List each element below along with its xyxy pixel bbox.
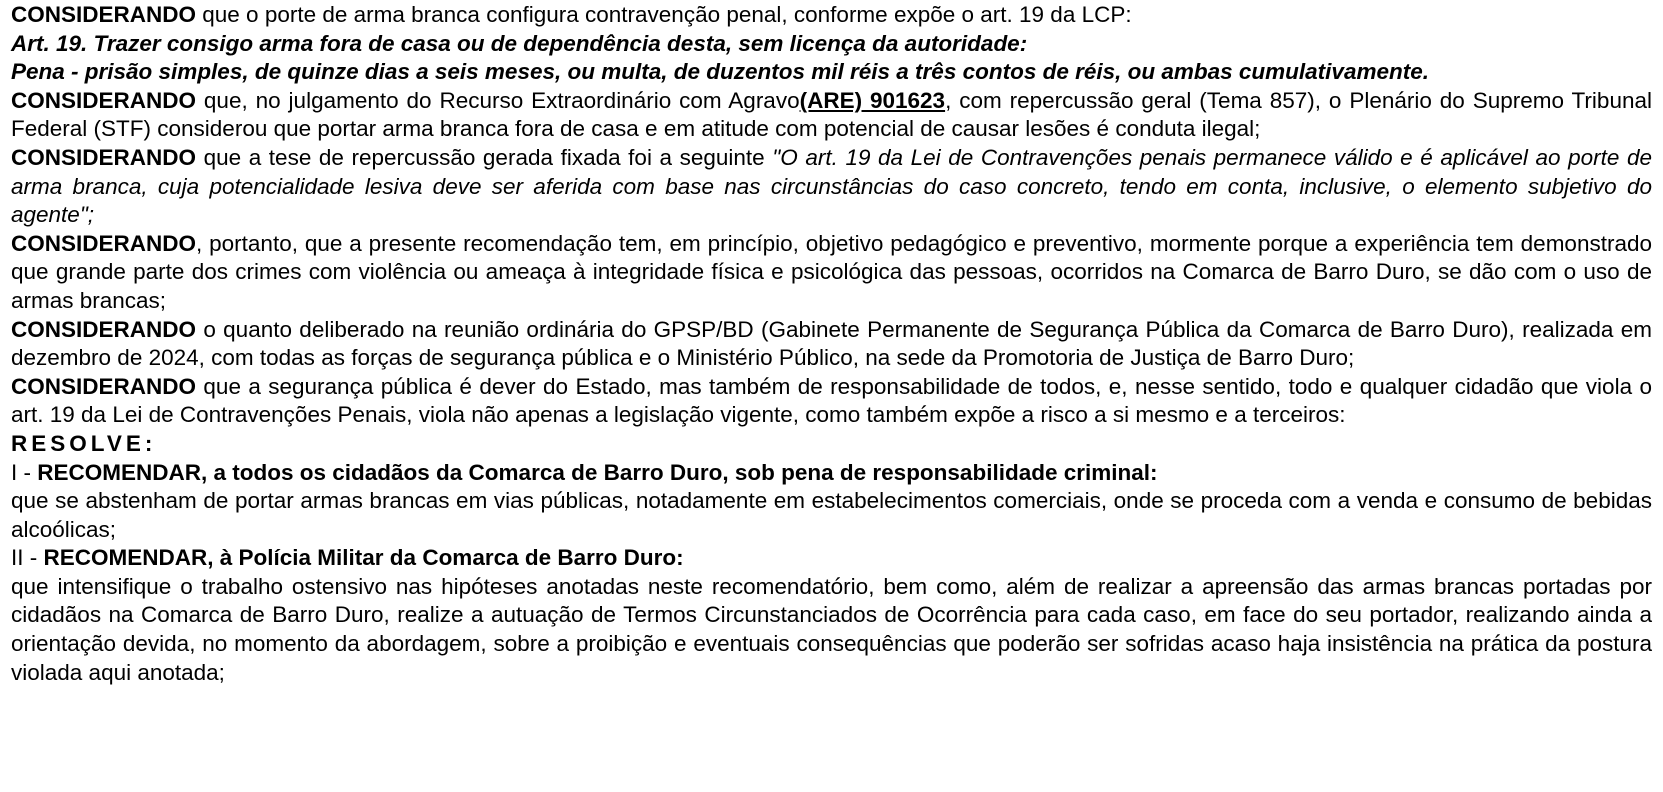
- are-reference-link[interactable]: (ARE) 901623: [799, 87, 946, 113]
- considerando-label: CONSIDERANDO: [11, 373, 197, 399]
- considerando-label: CONSIDERANDO: [11, 2, 197, 27]
- paragraph-considerando-5: [11, 316, 1652, 373]
- item-number: I -: [11, 459, 38, 485]
- paragraph-considerando-6: [11, 373, 1652, 430]
- item-1-body: que se abstenham de portar armas brancas em vias públicas, notadamente em estabelecimentos comerciais, onde se proceda com a venda e consumo de bebidas alcoólicas;: [11, 488, 1652, 542]
- paragraph-considerando-4: [11, 230, 1652, 316]
- considerando-label: CONSIDERANDO: [11, 87, 197, 113]
- paragraph-text: que o porte de arma branca configura contravenção penal, conforme expõe o art. 19 da LCP:: [196, 2, 1132, 27]
- paragraph-text: , portanto, que a presente recomendação tem, em princípio, objetivo pedagógico e preventivo, mormente porque a experiência tem demonstrado que grande parte dos crimes com violência ou ameaça à integridade física e psicológica das pessoas, ocorridos na Comarca de Barro Duro, se dão com o uso de armas brancas;: [11, 230, 1652, 313]
- considerando-label: CONSIDERANDO: [11, 316, 197, 342]
- paragraph-text: o quanto deliberado na reunião ordinária do GPSP/BD (Gabinete Permanente de Segurança Pública da Comarca de Barro Duro), realizada em dezembro de 2024, com todas as forças de segurança pública e o Ministério Público, na sede da Promotoria de Justiça de Barro Duro;: [11, 316, 1652, 371]
- paragraph-considerando-3: [11, 144, 1652, 230]
- considerando-label: CONSIDERANDO: [11, 144, 197, 170]
- paragraph-considerando-2: [11, 87, 1652, 144]
- item-number: II -: [11, 545, 44, 571]
- item-1-heading: [11, 459, 1652, 488]
- item-title: RECOMENDAR, à Polícia Militar da Comarca de Barro Duro:: [43, 545, 684, 571]
- document-body: [11, 1, 1652, 687]
- paragraph-text: que a tese de repercussão gerada fixada foi a seguinte: [196, 144, 773, 170]
- item-2-body: que intensifique o trabalho ostensivo nas hipóteses anotadas neste recomendatório, bem como, além de realizar a apreensão das armas brancas portadas por cidadãos na Comarca de Barro Duro, realize a autuação de Termos Circunstanciados de Ocorrência para cada caso, em face do seu portador, realizando ainda a orientação devida, no momento da abordagem, sobre a proibição e eventuais consequências que poderão ser sofridas acaso haja insistência na prática da postura violada aqui anotada;: [11, 573, 1652, 685]
- paragraph-text: que, no julgamento do Recurso Extraordinário com Agravo: [196, 87, 800, 113]
- quote-art-19: Art. 19. Trazer consigo arma fora de casa ou de dependência desta, sem licença da autoridade:: [11, 30, 1028, 56]
- paragraph-text: que a segurança pública é dever do Estado, mas também de responsabilidade de todos, e, nesse sentido, todo e qualquer cidadão que viola o art. 19 da Lei de Contravenções Penais, viola não apenas a legislação vigente, como também expõe a risco a si mesmo e a terceiros:: [11, 373, 1652, 428]
- resolve-heading: RESOLVE:: [11, 430, 157, 456]
- item-2-heading: [11, 544, 1652, 573]
- thesis-quote: "O art. 19 da Lei de Contravenções penais permanece válido e é aplicável ao porte de arma branca, cuja potencialidade lesiva deve ser aferida com base nas circunstâncias do caso concreto, tendo em conta, inclusive, o elemento subjetivo do agente";: [11, 144, 1653, 228]
- paragraph-considerando-1: [11, 1, 1652, 30]
- considerando-label: CONSIDERANDO: [11, 230, 197, 256]
- paragraph-text: , com repercussão geral (Tema 857), o Plenário do Supremo Tribunal Federal (STF) considerou que portar arma branca fora de casa e em atitude com potencial de causar lesões é conduta ilegal;: [11, 87, 1652, 142]
- item-title: RECOMENDAR, a todos os cidadãos da Comarca de Barro Duro, sob pena de responsabilidade criminal:: [37, 459, 1158, 485]
- quote-pena: Pena - prisão simples, de quinze dias a seis meses, ou multa, de duzentos mil réis a três contos de réis, ou ambas cumulativamente.: [11, 59, 1429, 85]
